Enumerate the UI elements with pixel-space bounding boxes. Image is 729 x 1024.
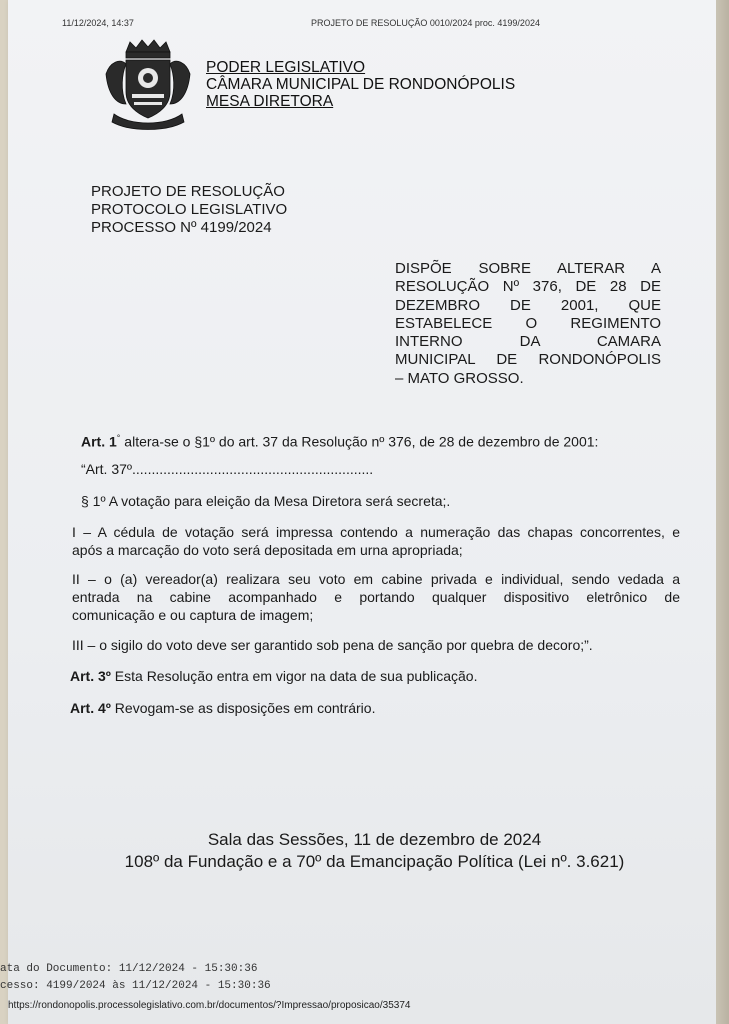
ementa-line: ESTABELECE O REGIMENTO	[395, 314, 661, 332]
item-II-line-1: II – o (a) vereador(a) realizara seu voto em cabine privada e individual, sendo vedada a	[72, 571, 680, 587]
ementa-line: – MATO GROSSO.	[395, 369, 524, 387]
item-I-line-1: I – A cédula de votação será impressa contendo a numeração das chapas concorrentes, e	[72, 524, 680, 540]
protocol-line-2: PROTOCOLO LEGISLATIVO	[91, 201, 288, 218]
protocol-line-3: PROCESSO Nº 4199/2024	[91, 219, 272, 236]
ementa-line: DISPÕE SOBRE ALTERAR A	[395, 260, 661, 277]
ementa-line: MUNICIPAL DE RONDONÓPOLIS	[395, 351, 661, 369]
article-1-label: Art. 1	[81, 433, 117, 450]
item-II-line-3: comunicação e ou captura de imagem;	[72, 607, 314, 623]
institution-block	[206, 59, 515, 110]
protocol-block	[91, 183, 287, 237]
article-4-text: Revogam-se as disposições em contrário.	[110, 700, 376, 716]
footer-process: cesso: 4199/2024 às 11/12/2024 - 15:30:36	[0, 980, 271, 992]
institution-line-3: MESA DIRETORA	[206, 93, 334, 110]
article-3-text: Esta Resolução entra em vigor na data de sua publicação.	[110, 668, 478, 684]
article-4-label: Art. 4º	[70, 700, 111, 716]
article-1	[81, 433, 598, 450]
paragraph-1: § 1º A votação para eleição da Mesa Diretora será secreta;.	[81, 493, 451, 509]
article-3	[70, 668, 477, 684]
document-reference: PROJETO DE RESOLUÇÃO 0010/2024 proc. 4199/2024	[311, 18, 540, 28]
closing-line-2: 108º da Fundação e a 70º da Emancipação Política (Lei nº. 3.621)	[124, 852, 625, 871]
ementa-block	[395, 260, 661, 388]
ementa-line: RESOLUÇÃO Nº 376, DE 28 DE	[395, 278, 661, 296]
footer-url: https://rondonopolis.processolegislativo.com.br/documentos/?Impressao/proposicao/35374	[8, 1000, 411, 1011]
item-III: III – o sigilo do voto deve ser garantido sob pena de sanção por quebra de decoro;”.	[72, 637, 593, 653]
print-datetime: 11/12/2024, 14:37	[62, 18, 134, 28]
ementa-line: DEZEMBRO DE 2001, QUE	[395, 296, 661, 314]
institution-line-1: PODER LEGISLATIVO	[206, 59, 366, 76]
ementa-line: INTERNO DA CAMARA	[395, 333, 661, 351]
item-II-line-2: entrada na cabine acompanhado e portando qualquer dispositivo eletrônico de	[72, 589, 680, 605]
article-1-ordinal: °	[116, 433, 121, 443]
article-3-label: Art. 3º	[70, 668, 111, 684]
closing-line-1: Sala das Sessões, 11 de dezembro de 2024	[207, 830, 542, 849]
article-4	[70, 700, 375, 716]
protocol-line-1: PROJETO DE RESOLUÇÃO	[91, 183, 285, 200]
article-1-text: altera-se o §1º do art. 37 da Resolução nº 376, de 28 de dezembro de 2001:	[120, 433, 599, 450]
footer-document-date: ata do Documento: 11/12/2024 - 15:30:36	[0, 963, 258, 975]
article-37-heading: “Art. 37º..............................................................	[81, 461, 374, 477]
municipal-coat-of-arms-icon	[100, 34, 196, 136]
item-I-line-2: após a marcação do voto será depositada em urna apropriada;	[72, 542, 463, 558]
institution-line-2: CÂMARA MUNICIPAL DE RONDONÓPOLIS	[206, 76, 516, 93]
